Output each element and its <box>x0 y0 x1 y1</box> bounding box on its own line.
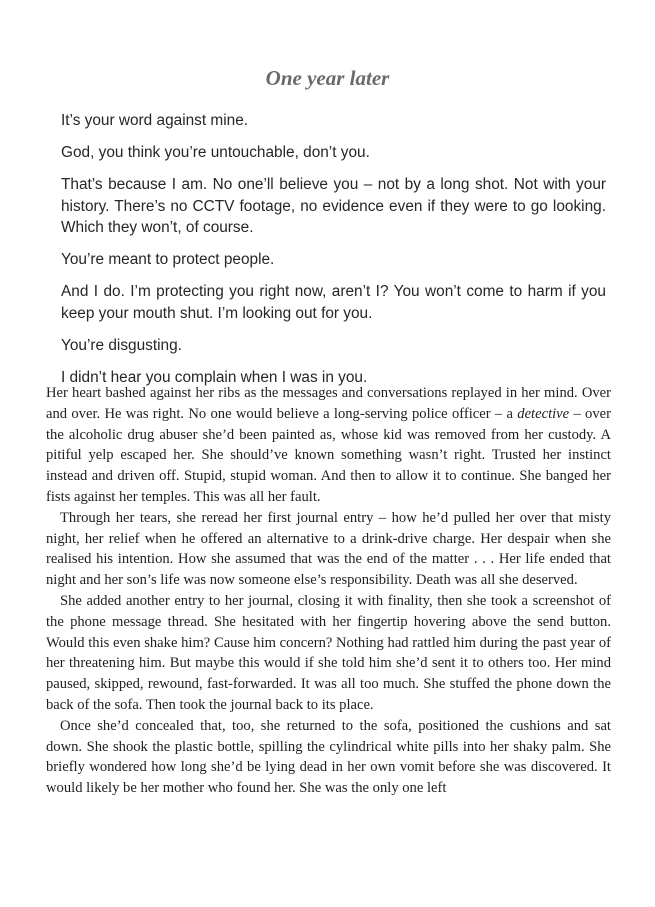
message-line: God, you think you’re untouchable, don’t you. <box>61 144 370 161</box>
paragraph-text: – over the alcoholic drug abuser she’d been painted as, whose kid was removed from her custody. A pitiful yelp escaped her. She should’ve known something wasn’t right. Trusted her instinct instead and driven off. Stupid, stupid woman. And then to allow it to continue. She banged her fists against her temples. This was all her fault. <box>46 405 611 505</box>
paragraph-text: Her heart bashed against her ribs as the messages and conversations replayed in her mind. Over and over. He was right. No one would believe a long-serving police officer – a <box>46 385 611 422</box>
emphasis-text: detective <box>517 405 570 422</box>
message-line: You’re meant to protect people. <box>61 251 275 268</box>
paragraph: She added another entry to her journal, closing it with finality, then she took a screenshot of the phone message thread. She hesitated with her fingertip hovering above the send button. Would this even shake him? Cause him concern? Nothing had rattled him during the past year of her threatening him. But maybe this would if she told him she’d sent it to others too. Her mind paused, skipped, rewound, fast-forwarded. It was all too much. She stuffed the phone down the back of the sofa. Then took the journal back to its place. <box>46 592 611 713</box>
message-line: You’re disgusting. <box>61 336 182 354</box>
message-line: It’s your word against mine. <box>61 112 249 129</box>
message-line: And I do. I’m protecting you right now, aren’t I? You won’t come to harm if you keep your mouth shut. I’m looking out for you. <box>61 283 606 322</box>
message-line: I didn’t hear you complain when I was in you. <box>61 368 368 386</box>
paragraph <box>46 383 611 508</box>
message-line: That’s because I am. No one’ll believe you – not by a long shot. Not with your history. There’s no CCTV footage, no evidence even if they were to go looking. Which they won’t, of course. <box>61 176 606 236</box>
message-thread <box>61 110 606 399</box>
paragraph: Through her tears, she reread her first journal entry – how he’d pulled her over that misty night, her relief when he offered an alternative to a drink-drive charge. Her despair when she realised his intention. How she assumed that was the end of the matter . . . Her life ended that night and her son’s life was now someone else’s responsibility. Death was all she deserved. <box>46 509 611 589</box>
body-text <box>46 383 611 799</box>
paragraph: Once she’d concealed that, too, she returned to the sofa, positioned the cushions and sat down. She shook the plastic bottle, spilling the cylindrical white pills into her shaky palm. She briefly wondered how long she’d be lying dead in her own vomit before she was discovered. It would likely be her mother who found her. She was the only one left <box>46 717 611 797</box>
chapter-heading: One year later <box>265 66 390 90</box>
